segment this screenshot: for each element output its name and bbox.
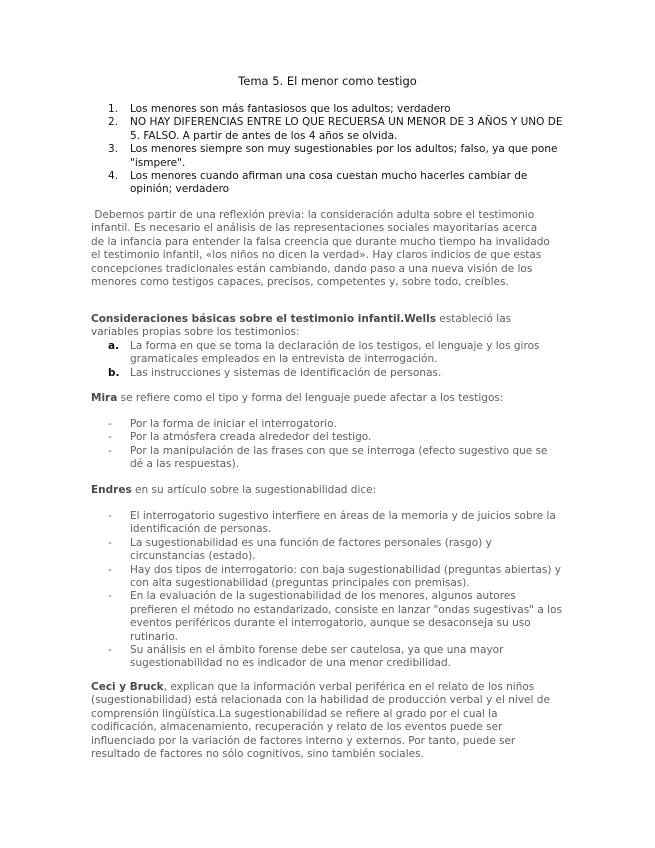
dash-bullet: - bbox=[108, 431, 112, 444]
list-text: Por la atmósfera creada alrededor del testigo. bbox=[130, 431, 372, 444]
list-text: NO HAY DIFERENCIAS ENTRE LO QUE RECUERSA UN MENOR DE 3 AÑOS Y UNO DE 5. FALSO. A partir de antes de los 4 años se olvida. bbox=[130, 116, 563, 142]
dash-bullet: - bbox=[108, 590, 112, 603]
ceci-bruck-text: , explican que la información verbal periférica en el relato de los niños (sugestionabilidad) está relacionada con la habilidad de producción verbal y el nivel de comprensión lingüística.La sugestionabilidad se refiere al grado por el cual la codificación, almacenamiento, recuperación y relato de los eventos puede ser influenciado por la variación de factores interno y externos. Por tanto, puede ser resultado de factores no sólo cognitivos, sino también sociales. bbox=[91, 681, 550, 761]
list-item bbox=[108, 116, 568, 143]
dash-bullet: - bbox=[108, 644, 112, 657]
list-item bbox=[108, 644, 563, 671]
considerations-heading: Consideraciones básicas sobre el testimonio infantil. bbox=[91, 313, 405, 325]
lettered-list bbox=[108, 340, 553, 380]
list-text: Los menores siempre son muy sugestionables por los adultos; falso, ya que pone "ismpere". bbox=[130, 143, 558, 169]
intro-paragraph: Debemos partir de una reflexión previa: la consideración adulta sobre el testimonio infantil. Es necesario el análisis de las representaciones sociales mayoritarias acerca de la infancia para entender la falsa creencia que durante mucho tiempo ha invalidado el testimonio infantil, «los niños no dicen la verdad». Hay claros indicios de que estas concepciones tradicionales están cambiando, dando paso a una nueva visión de los menores como testigos capaces, precisos, competentes y, sobre todo, creíbles. bbox=[91, 209, 554, 289]
list-number: 1. bbox=[108, 103, 119, 115]
document-title: Tema 5. El menor como testigo bbox=[238, 74, 417, 88]
list-number: 3. bbox=[108, 143, 119, 156]
mira-paragraph bbox=[91, 392, 553, 405]
numbered-list bbox=[108, 103, 568, 197]
endres-text: en su artículo sobre la sugestionabilidad dice: bbox=[131, 484, 377, 496]
author-endres: Endres bbox=[91, 484, 132, 496]
list-text: Por la forma de iniciar el interrogatorio. bbox=[130, 418, 337, 430]
list-number: 4. bbox=[108, 170, 119, 183]
endres-paragraph bbox=[91, 484, 553, 497]
dash-bullet: - bbox=[108, 418, 112, 430]
mira-list bbox=[108, 418, 563, 472]
list-number: 2. bbox=[108, 116, 119, 129]
dash-bullet: - bbox=[108, 510, 112, 522]
ceci-bruck-paragraph bbox=[91, 681, 553, 761]
list-item bbox=[108, 510, 563, 537]
list-item bbox=[108, 143, 568, 170]
list-text: Su análisis en el ámbito forense debe ser cautelosa, ya que una mayor sugestionabilidad no es indicador de una menor credibilidad. bbox=[130, 644, 504, 670]
list-item bbox=[108, 340, 553, 367]
list-text: El interrogatorio sugestivo interfiere en áreas de la memoria y de juicios sobre la identificación de personas. bbox=[130, 510, 556, 536]
list-letter: b. bbox=[108, 366, 120, 379]
list-item bbox=[108, 367, 553, 380]
list-text: Hay dos tipos de interrogatorio: con baja sugestionabilidad (preguntas abiertas) y con alta sugestionabilidad (preguntas principales con premisas). bbox=[130, 563, 562, 590]
list-text: Los menores son más fantasiosos que los adultos; verdadero bbox=[130, 103, 451, 115]
list-item bbox=[108, 418, 563, 431]
list-letter: a. bbox=[108, 340, 120, 352]
list-item bbox=[108, 445, 563, 472]
list-item bbox=[108, 590, 563, 644]
author-wells: Wells bbox=[404, 313, 436, 325]
list-text: En la evaluación de la sugestionabilidad de los menores, algunos autores prefieren el método no estandarizado, consiste en lanzar "ondas sugestivas" a los eventos periféricos durante el interrogatorio, aunque se desaconseja su uso rutinario. bbox=[130, 590, 562, 643]
list-item bbox=[108, 103, 568, 116]
considerations-paragraph bbox=[91, 313, 553, 340]
list-item bbox=[108, 170, 568, 197]
endres-list bbox=[108, 510, 563, 671]
author-mira: Mira bbox=[91, 392, 118, 404]
mira-text: se refiere como el tipo y forma del lenguaje puede afectar a los testigos: bbox=[117, 392, 504, 404]
list-text: Las instrucciones y sistemas de identificación de personas. bbox=[130, 366, 442, 379]
dash-bullet: - bbox=[108, 536, 112, 549]
list-item bbox=[108, 564, 563, 591]
list-text: Por la manipulación de las frases con que se interroga (efecto sugestivo que se dé a las respuestas). bbox=[130, 444, 548, 471]
considerations-text: estableció las variables propias sobre los testimonios: bbox=[91, 313, 512, 339]
list-item bbox=[108, 431, 563, 444]
list-text: La sugestionabilidad es una función de factores personales (rasgo) y circunstancias (estado). bbox=[130, 536, 492, 563]
list-item bbox=[108, 537, 563, 564]
list-text: Los menores cuando afirman una cosa cuestan mucho hacerles cambiar de opinión; verdadero bbox=[130, 170, 528, 196]
list-text: La forma en que se toma la declaración de los testigos, el lenguaje y los giros gramaticales empleados en la entrevista de interrogación. bbox=[130, 340, 540, 366]
dash-bullet: - bbox=[108, 444, 112, 457]
author-ceci-bruck: Ceci y Bruck bbox=[91, 681, 164, 693]
dash-bullet: - bbox=[108, 563, 112, 576]
